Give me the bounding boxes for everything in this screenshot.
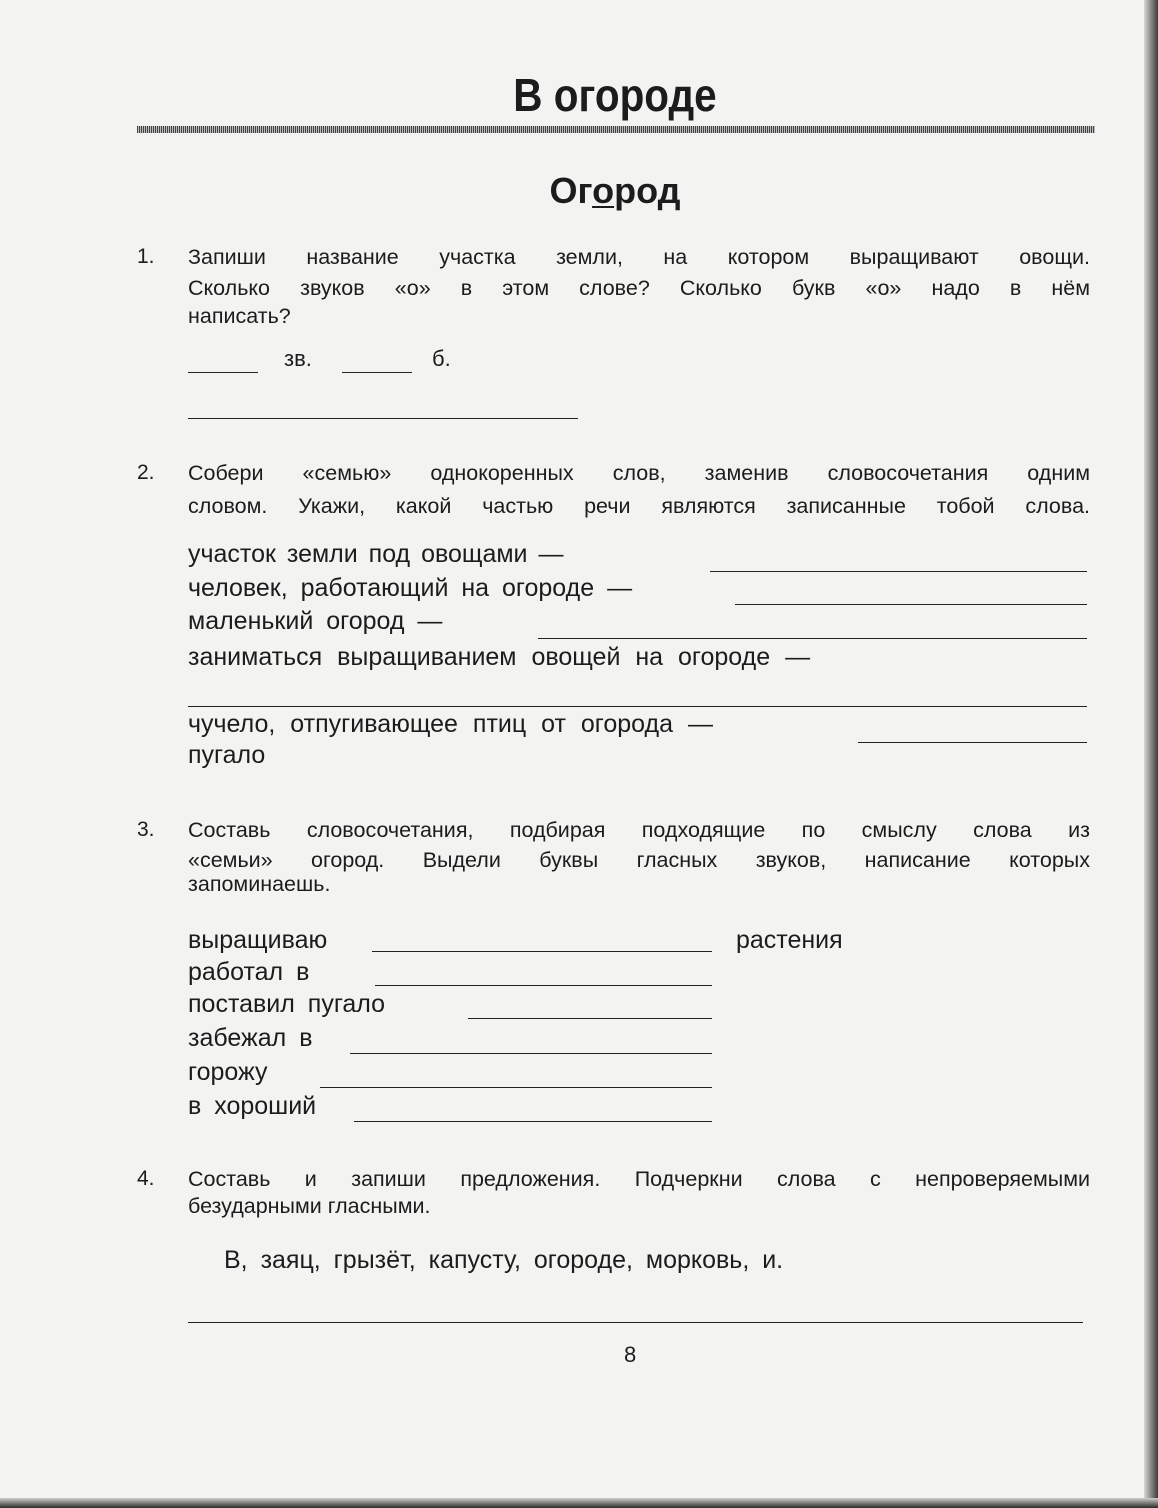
sentence-answer-blank[interactable] [188,1322,1083,1323]
answer-blank[interactable] [188,706,1087,707]
answer-blank[interactable] [350,1053,712,1054]
task-text: Собери «семью» однокоренных слов, заменив словосочетания одним [188,461,1090,485]
task-text: «семьи» огород. Выдели буквы гласных звуков, написание которых [188,848,1090,872]
phrase-item: заниматься выращиванием овощей на огороде — [188,643,811,671]
collocation-item: выращиваю [188,926,328,954]
collocation-item: горожу [188,1058,268,1086]
answer-blank[interactable] [858,742,1087,743]
task-text: Сколько звуков «о» в этом слове? Сколько букв «о» надо в нём [188,276,1090,300]
section-title: Огород [549,170,681,211]
collocation-item: в хороший [188,1092,317,1120]
task-text: Составь и запиши предложения. Подчеркни слова с непроверяемыми [188,1167,1090,1191]
word-answer-blank[interactable] [188,418,578,419]
phrase-item: маленький огород — [188,607,443,635]
sentence-words: В, заяц, грызёт, капусту, огороде, морковь, и. [224,1246,784,1274]
collocation-suffix: растения [736,926,843,954]
answer-blank[interactable] [372,951,712,952]
underlined-letter: о [592,170,615,211]
page-title: В огороде [513,69,717,121]
task-text: Составь словосочетания, подбирая подходящие по смыслу слова из [188,818,1090,842]
task-number: 4. [137,1167,155,1190]
page-edge-shadow [0,1498,1158,1508]
task-text: безударными гласными. [188,1194,431,1218]
phrase-item: человек, работающий на огороде — [188,574,633,602]
collocation-item: работал в [188,958,310,986]
task-number: 3. [137,818,155,841]
phrase-item: чучело, отпугивающее птиц от огорода — [188,710,713,738]
phrase-answer-example: пугало [188,741,266,769]
page-number: 8 [624,1342,637,1367]
answer-blank[interactable] [735,604,1087,605]
letters-answer-blank[interactable] [342,372,412,373]
answer-blank[interactable] [468,1018,712,1019]
answer-blank[interactable] [354,1121,712,1122]
task-number: 2. [137,461,155,484]
phrase-item: участок земли под овощами — [188,540,564,568]
answer-blank[interactable] [375,985,712,986]
letters-label: б. [432,346,451,371]
page-edge-shadow [1144,0,1158,1508]
collocation-item: забежал в [188,1024,313,1052]
task-text: Запиши название участка земли, на котором выращивают овощи. [188,245,1090,269]
collocation-item: поставил пугало [188,990,386,1018]
task-text: словом. Укажи, какой частью речи являются записанные тобой слова. [188,494,1090,518]
task-text: написать? [188,304,291,328]
sounds-answer-blank[interactable] [188,372,258,373]
title-divider [137,126,1095,133]
task-number: 1. [137,245,155,268]
task-text: запоминаешь. [188,872,331,896]
answer-blank[interactable] [710,571,1087,572]
answer-blank[interactable] [538,638,1087,639]
answer-blank[interactable] [320,1087,712,1088]
sounds-label: зв. [284,346,312,371]
